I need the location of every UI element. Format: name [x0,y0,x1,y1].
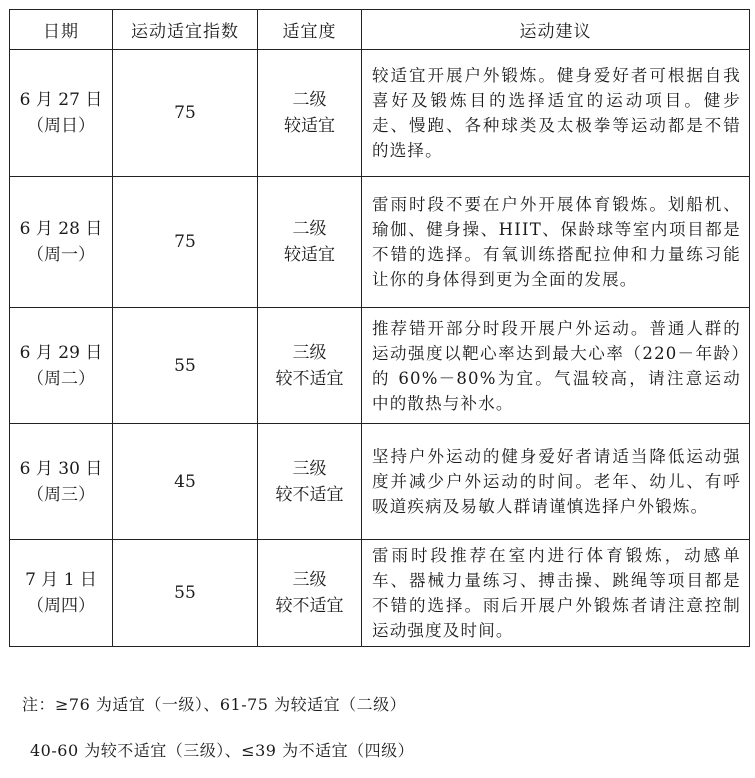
header-date: 日期 [10,10,113,50]
suitability-text: 较适宜 [284,116,335,136]
date-text: 6 月 27 日 [19,90,103,110]
table-row [10,424,750,540]
advice-cell: 雷雨时段不要在户外开展体育锻炼。划船机、瑜伽、健身操、HIIT、保龄球等室内项目都是不错的选择。有氧训练搭配拉伸和力量练习能让你的身体得到更为全面的发展。 [362,177,750,308]
table-row [10,540,750,647]
advice-cell: 较适宜开展户外锻炼。健身爱好者可根据自我喜好及锻炼目的选择适宜的运动项目。健步走、慢跑、各种球类及太极拳等运动都是不错的选择。 [362,50,750,177]
advice-cell: 雷雨时段推荐在室内进行体育锻炼，动感单车、器械力量练习、搏击操、跳绳等项目都是不错的选择。雨后开展户外锻炼者请注意控制运动强度及时间。 [362,540,750,647]
suitability-cell [258,424,362,540]
date-cell [10,50,113,177]
suitability-text: 较不适宜 [275,596,344,616]
suitability-cell [258,177,362,308]
date-cell [10,424,113,540]
suitability-text: 较不适宜 [275,484,344,505]
date-cell [10,308,113,424]
suitability-cell [258,540,362,647]
index-cell: 55 [113,540,258,647]
table-header-row [10,10,750,50]
level-text: 三级 [292,570,327,590]
header-suitability: 适宜度 [258,10,362,50]
suitability-cell [258,308,362,424]
suitability-text: 较不适宜 [275,368,344,389]
table-row [10,177,750,308]
date-text: 7 月 1 日 [25,570,97,590]
advice-cell: 坚持户外运动的健身爱好者请适当降低运动强度并减少户外运动的时间。老年、幼儿、有呼吸道疾病及易敏人群请谨慎选择户外锻炼。 [362,424,750,540]
date-text: 6 月 30 日 [19,458,103,479]
advice-cell: 推荐错开部分时段开展户外运动。普通人群的运动强度以靶心率达到最大心率（220－年龄）的 60%－80%为宜。气温较高，请注意运动中的散热与补水。 [362,308,750,424]
table-row [10,50,750,177]
index-cell: 75 [113,50,258,177]
date-cell [10,177,113,308]
date-text: 6 月 29 日 [19,342,103,363]
header-advice: 运动建议 [362,10,750,50]
weekday-text: （周一） [27,245,95,265]
weekday-text: （周四） [27,596,95,616]
exercise-index-table [9,9,750,647]
level-text: 二级 [292,219,327,239]
index-cell: 45 [113,424,258,540]
index-cell: 75 [113,177,258,308]
level-text: 三级 [292,342,327,363]
weekday-text: （周三） [27,484,95,505]
suitability-cell [258,50,362,177]
header-index: 运动适宜指数 [113,10,258,50]
note-line-2: 40-60 为较不适宜（三级）、≤39 为不适宜（四级） [30,741,415,760]
weekday-text: （周二） [27,368,95,389]
index-cell: 55 [113,308,258,424]
level-text: 二级 [292,90,327,110]
table-row [10,308,750,424]
date-cell [10,540,113,647]
exercise-index-table-container [9,9,749,647]
weekday-text: （周日） [27,116,95,136]
level-text: 三级 [292,458,327,479]
suitability-text: 较适宜 [284,245,335,265]
note-line-1: 注：≥76 为适宜（一级）、61-75 为较适宜（二级） [22,695,407,714]
date-text: 6 月 28 日 [19,219,103,239]
